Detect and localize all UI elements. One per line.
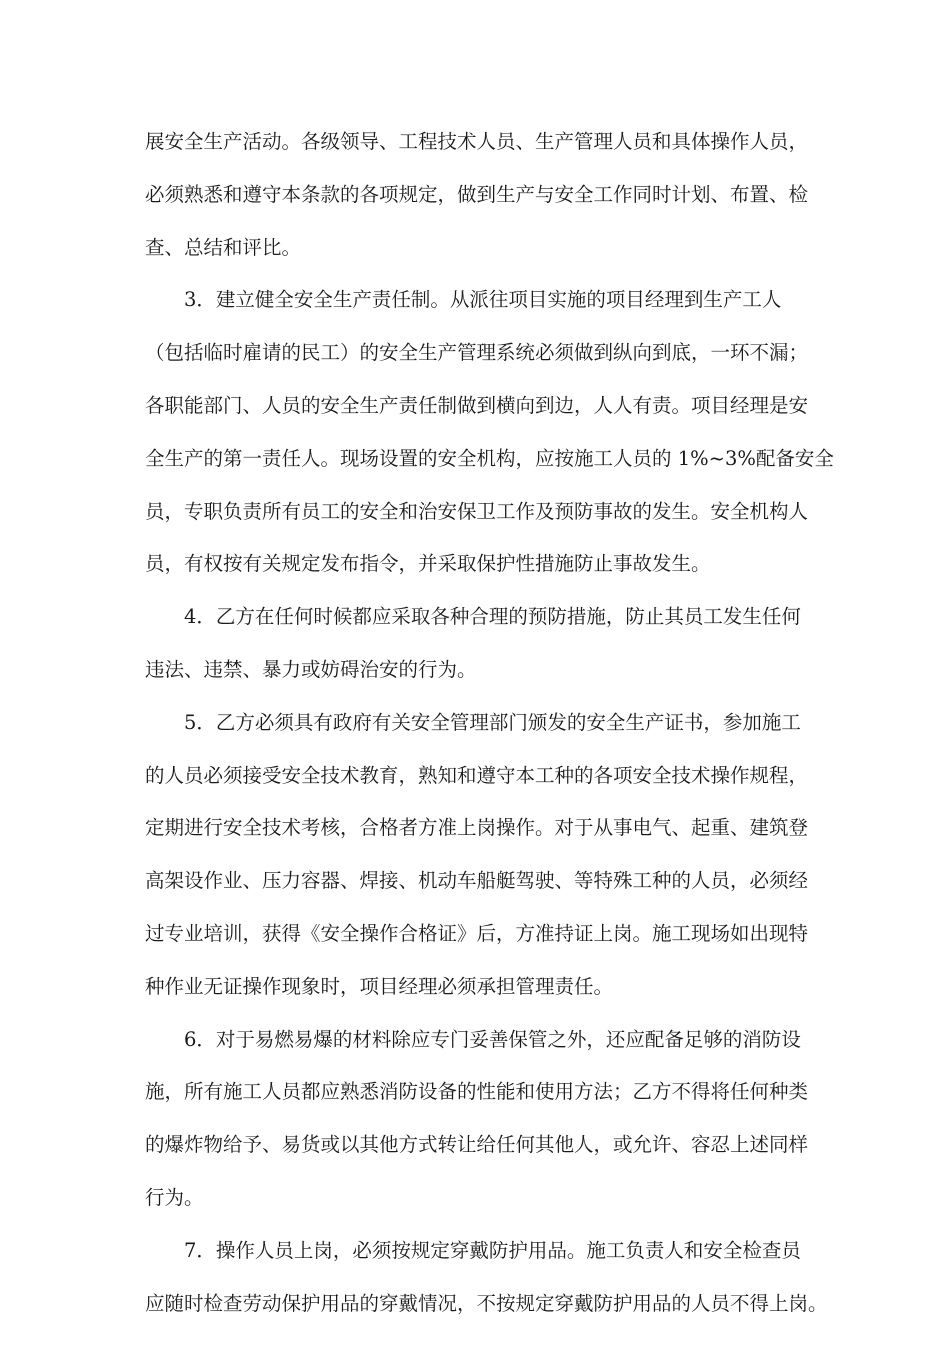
text-line: （包括临时雇请的民工）的安全生产管理系统必须做到纵向到底，一环不漏； — [145, 341, 809, 365]
text-line: 各职能部门、人员的安全生产责任制做到横向到边，人人有责。项目经理是安 — [145, 393, 809, 417]
paragraph-start-3: 3．建立健全安全生产责任制。从派往项目实施的项目经理到生产工人 — [184, 288, 782, 312]
text-line: 种作业无证操作现象时，项目经理必须承担管理责任。 — [145, 974, 614, 998]
text-line: 员，专职负责所有员工的安全和治安保卫工作及预防事故的发生。安全机构人 — [145, 499, 809, 523]
text-line: 查、总结和评比。 — [145, 235, 302, 259]
text-line: 违法、违禁、暴力或妨碍治安的行为。 — [145, 657, 477, 681]
paragraph-start-5: 5．乙方必须具有政府有关安全管理部门颁发的安全生产证书，参加施工 — [184, 710, 801, 734]
text-line: 应随时检查劳动保护用品的穿戴情况，不按规定穿戴防护用品的人员不得上岗。 — [145, 1291, 828, 1315]
text-line: 全生产的第一责任人。现场设置的安全机构，应按施工人员的 1%~3%配备安全 — [145, 446, 834, 470]
text-line: 定期进行安全技术考核，合格者方准上岗操作。对于从事电气、起重、建筑登 — [145, 816, 809, 840]
text-line: 过专业培训，获得《安全操作合格证》后，方准持证上岗。施工现场如出现特 — [145, 921, 809, 945]
document-body — [145, 116, 834, 1330]
text-line: 施，所有施工人员都应熟悉消防设备的性能和使用方法；乙方不得将任何种类 — [145, 1080, 809, 1104]
text-line: 高架设作业、压力容器、焊接、机动车船艇驾驶、等特殊工种的人员，必须经 — [145, 869, 809, 893]
text-line: 员，有权按有关规定发布指令，并采取保护性措施防止事故发生。 — [145, 552, 711, 576]
text-line: 的爆炸物给予、易货或以其他方式转让给任何其他人，或允许、容忍上述同样 — [145, 1133, 809, 1157]
paragraph-start-6: 6．对于易燃易爆的材料除应专门妥善保管之外，还应配备足够的消防设 — [184, 1027, 801, 1051]
text-line: 的人员必须接受安全技术教育，熟知和遵守本工种的各项安全技术操作规程， — [145, 763, 809, 787]
paragraph-start-4: 4．乙方在任何时候都应采取各种合理的预防措施，防止其员工发生任何 — [184, 605, 801, 629]
paragraph-start-7: 7．操作人员上岗，必须按规定穿戴防护用品。施工负责人和安全检查员 — [184, 1238, 801, 1262]
text-line: 必须熟悉和遵守本条款的各项规定，做到生产与安全工作同时计划、布置、检 — [145, 182, 809, 206]
text-line: 展安全生产活动。各级领导、工程技术人员、生产管理人员和具体操作人员， — [145, 130, 809, 153]
text-line: 行为。 — [145, 1185, 204, 1209]
